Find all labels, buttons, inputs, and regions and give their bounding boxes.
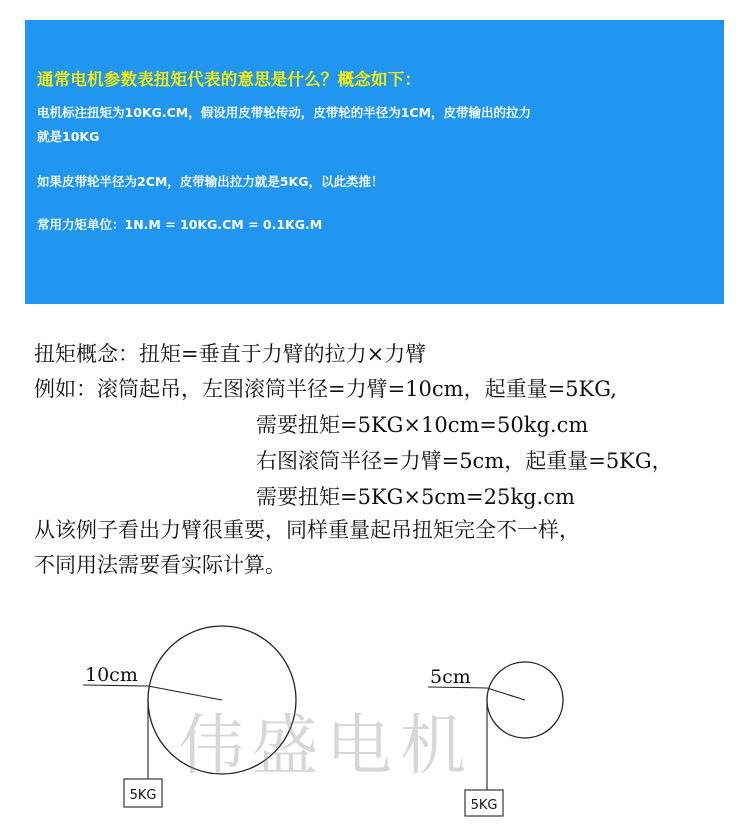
right-weight-label: 5KG — [470, 798, 498, 813]
panel-text-torque-example: 电机标注扭矩为10KG.CM，假设用皮带轮传动，皮带轮的半径为1CM，皮带输出的拉力 — [37, 105, 532, 120]
concept-conclusion-cont: 不同用法需要看实际计算。 — [34, 553, 286, 577]
info-panel — [25, 20, 724, 304]
panel-text-radius-example: 如果皮带轮半径为2CM，皮带输出拉力就是5KG，以此类推！ — [37, 174, 384, 189]
left-weight-label: 5KG — [129, 788, 157, 803]
right-radius-label: 5cm — [430, 666, 471, 688]
panel-text-torque-example-cont: 就是10KG — [37, 129, 100, 144]
left-radius-label: 10cm — [85, 664, 138, 686]
concept-example-left: 例如：滚筒起吊，左图滚筒半径=力臂=10cm，起重量=5KG, — [34, 377, 617, 401]
concept-torque-left: 需要扭矩=5KG×10cm=50kg.cm — [256, 413, 589, 437]
concept-torque-right: 需要扭矩=5KG×5cm=25kg.cm — [256, 485, 575, 509]
right-radius-line — [487, 688, 525, 700]
concept-conclusion: 从该例子看出力臂很重要，同样重量起吊扭矩完全不一样， — [34, 518, 580, 542]
concept-example-right: 右图滚筒半径=力臂=5cm，起重量=5KG， — [256, 449, 673, 473]
concept-definition: 扭矩概念：扭矩=垂直于力臂的拉力×力臂 — [34, 342, 427, 366]
panel-title: 通常电机参数表扭矩代表的意思是什么？概念如下： — [37, 70, 422, 89]
brand-watermark: 伟盛电机 — [178, 707, 474, 784]
panel-text-units: 常用力矩单位：1N.M = 10KG.CM = 0.1KG.M — [37, 217, 323, 232]
